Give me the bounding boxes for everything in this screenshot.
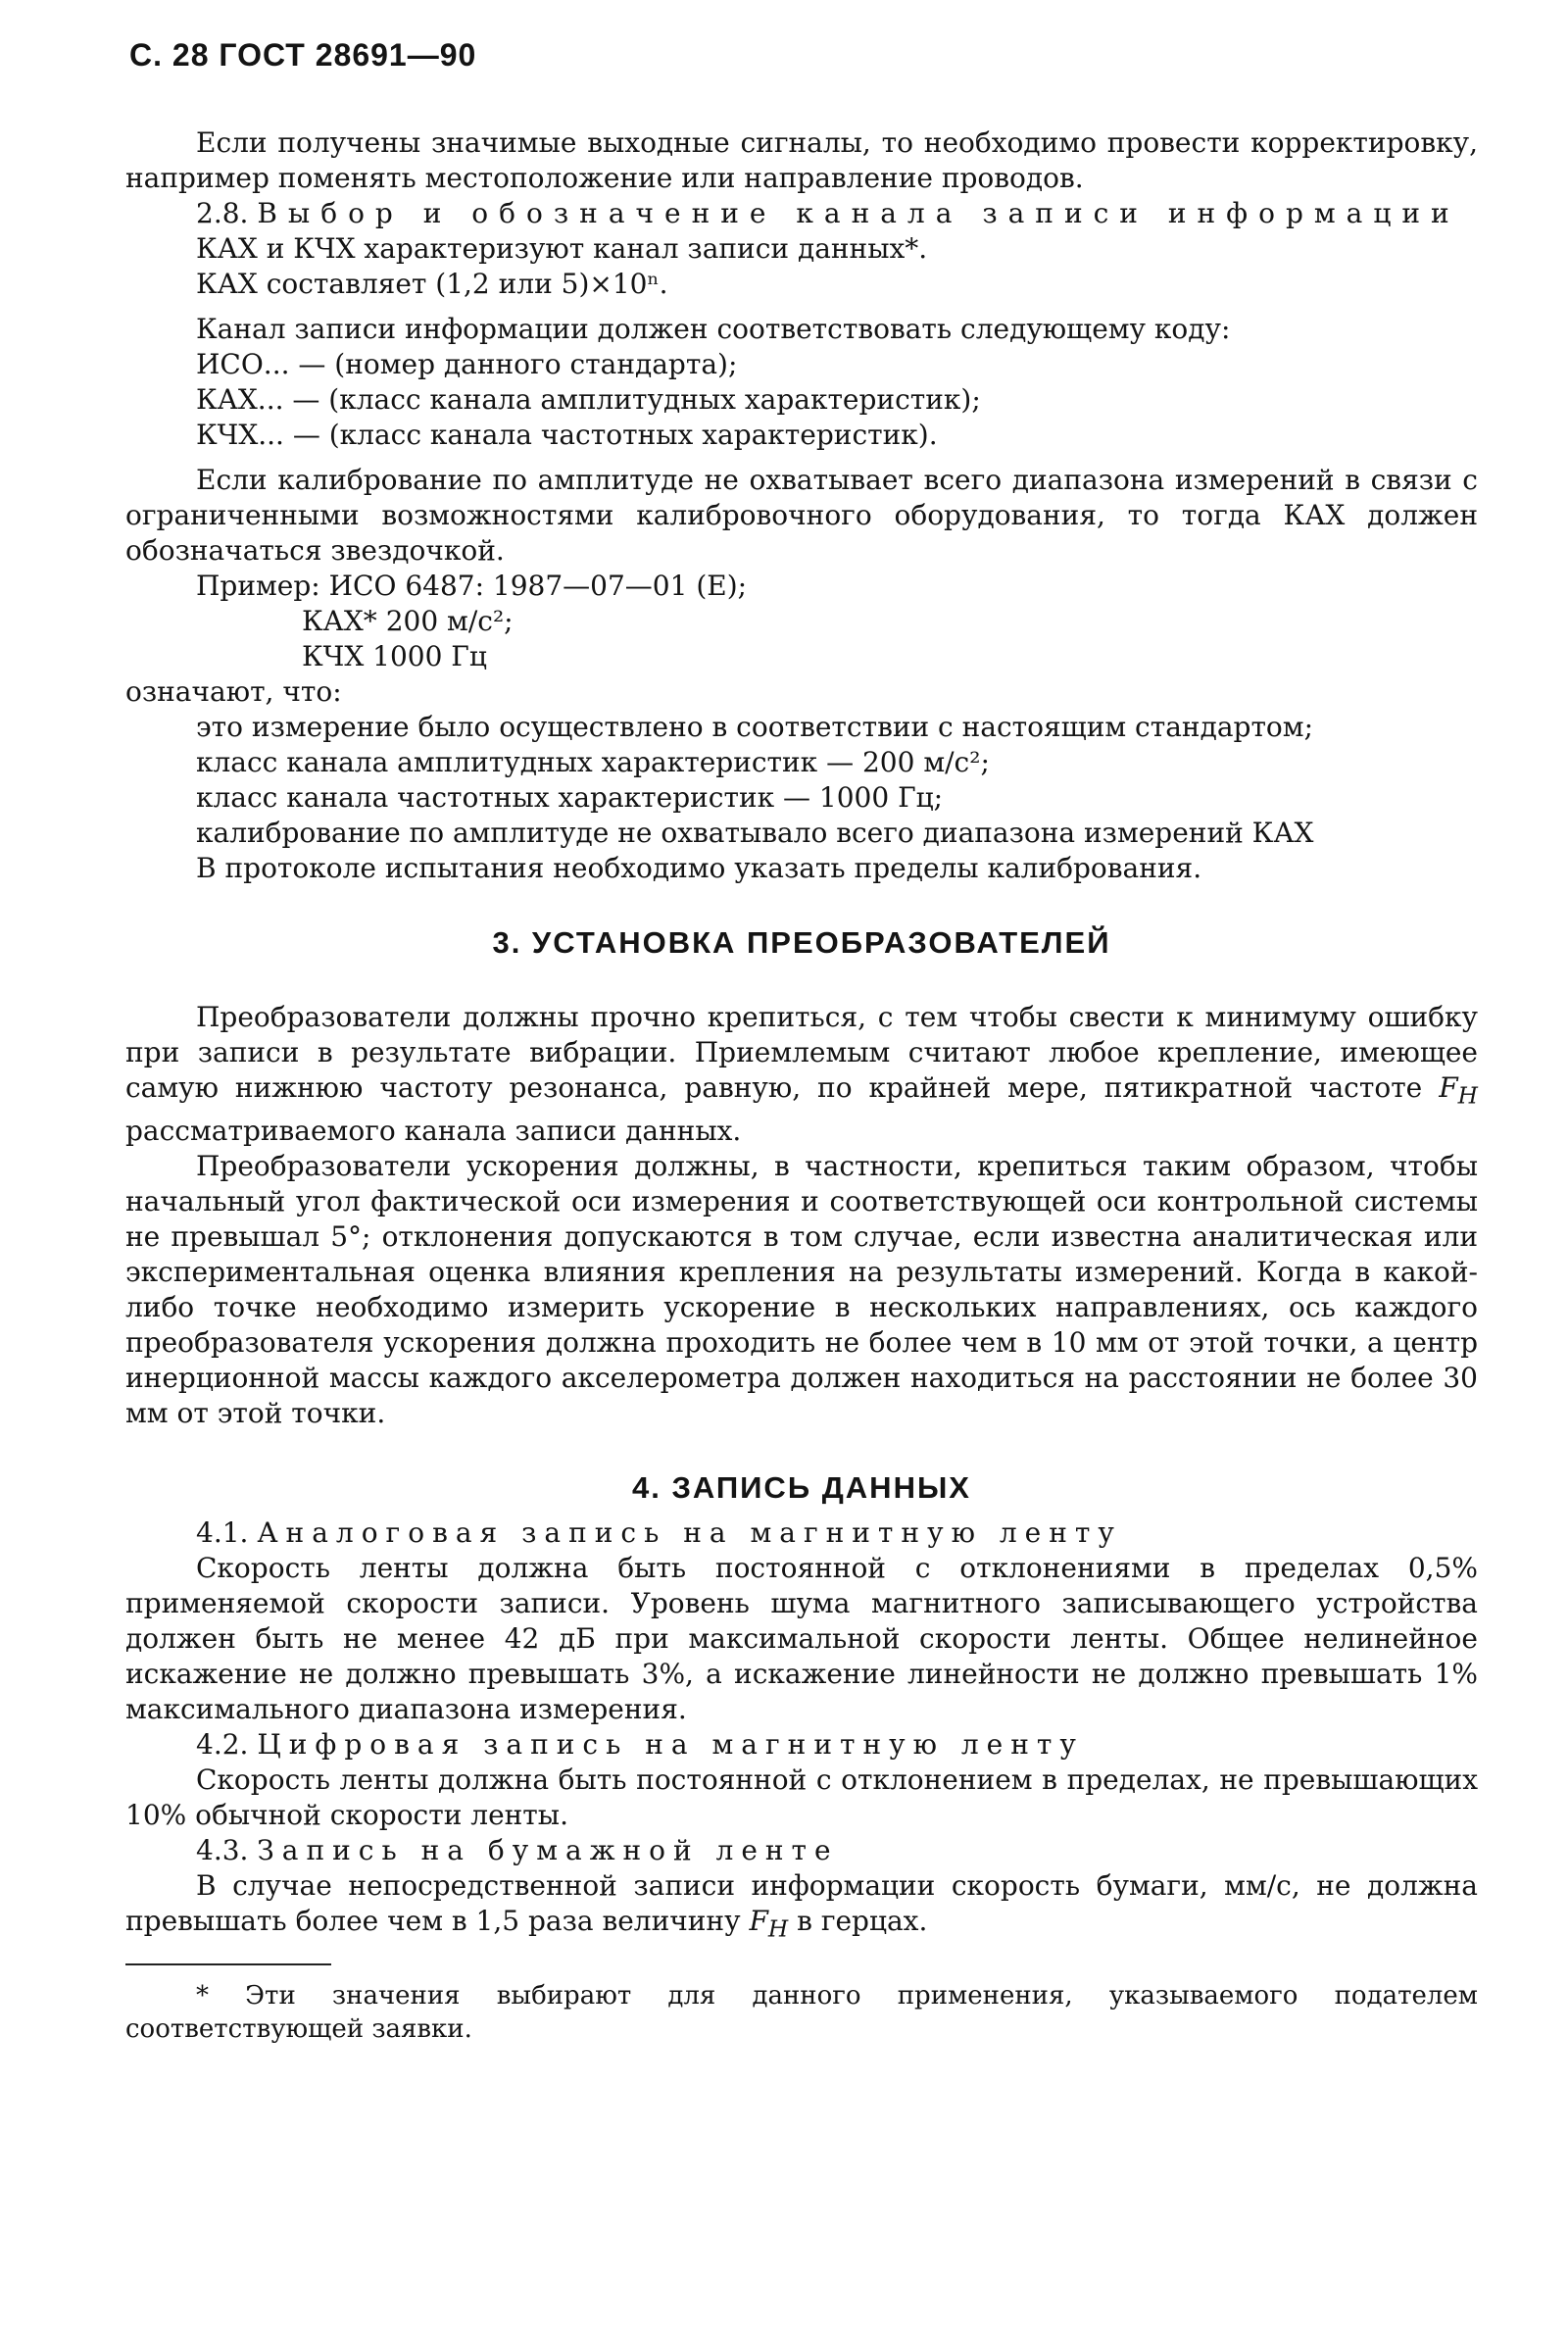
subsection-4-3-text: В случае непосредственной записи информации скорость бумаги, мм/с, не должна превышать более чем в 1,5 раза величину $F_H$ в герцах. (125, 1868, 1478, 1943)
example-value: КАХ* 200 м/с²; (302, 605, 514, 637)
page-header: С. 28 ГОСТ 28691—90 (129, 37, 477, 73)
subsection-4-3-title: Запись на бумажной ленте (257, 1833, 839, 1866)
subsection-4-2-text: Скорость ленты должна быть постоянной с отклонением в пределах, не превышающих 10% обычной скорости ленты. (125, 1763, 1478, 1831)
footnote: * Эти значения выбирают для данного применения, указываемого подателем соответствующей заявки. (125, 1981, 1478, 2045)
symbol-subscript: H (1457, 1081, 1478, 1110)
section-2-8-number: 2.8. (196, 197, 249, 229)
sec28-line: КАХ составляет (1,2 или 5)×10ⁿ. (196, 268, 668, 300)
subsection-4-2-title: Цифровая запись на магнитную ленту (257, 1727, 1084, 1761)
example-value: КЧХ 1000 Гц (302, 640, 487, 672)
means-item: это измерение было осуществлено в соответствии с настоящим стандартом; (196, 711, 1314, 743)
section-4-title: 4. ЗАПИСЬ ДАННЫХ (632, 1469, 971, 1505)
sec28-line: Канал записи информации должен соответствовать следующему коду: (196, 313, 1231, 345)
means-line: означают, что: (125, 675, 342, 708)
subsection-4-1-heading: 4.1. Аналоговая запись на магнитную ленту (196, 1515, 1122, 1549)
intro-paragraph: Если получены значимые выходные сигналы, то необходимо провести корректировку, например поменять местоположение или направление проводов. (125, 126, 1478, 194)
means-item: В протоколе испытания необходимо указать пределы калибрования. (196, 852, 1202, 884)
sec28-code-line: КЧХ... — (класс канала частотных характеристик). (196, 419, 938, 451)
means-item: класс канала амплитудных характеристик — 200 м/с²; (196, 746, 990, 778)
page-content (125, 125, 1478, 2046)
symbol-f: F (749, 1904, 768, 1937)
footnote-divider (125, 1963, 331, 1965)
section-2-8-title: Выбор и обозначение канала записи информации (257, 197, 1460, 229)
symbol-f: F (1439, 1071, 1458, 1104)
sec28-line: КАХ и КЧХ характеризуют канал записи данных*. (196, 232, 928, 265)
section-2-8-heading (125, 196, 1478, 231)
symbol-subscript: H (767, 1914, 789, 1943)
subsection-4-1-title: Аналоговая запись на магнитную ленту (257, 1515, 1122, 1549)
example-label: Пример: (196, 570, 320, 602)
means-item: калибрование по амплитуде не охватывало всего диапазона измерений КАХ (196, 817, 1314, 849)
section-3-title: 3. УСТАНОВКА ПРЕОБРАЗОВАТЕЛЕЙ (492, 925, 1111, 960)
subsection-4-1-text: Скорость ленты должна быть постоянной с отклонениями в пределах 0,5% применяемой скорости записи. Уровень шума магнитного записывающего устройства должен быть не менее 42 дБ при максимальной скорости ленты. Общее нелинейное искажение не должно превышать 3%, а искажение линейности не должно превышать 1% максимального диапазона измерения. (125, 1551, 1478, 1725)
example-value: ИСО 6487: 1987—07—01 (Е); (328, 570, 748, 602)
means-item: класс канала частотных характеристик — 1000 Гц; (196, 781, 944, 814)
section-3-paragraph-1: Преобразователи должны прочно крепиться, с тем чтобы свести к минимуму ошибку при записи в результате вибрации. Приемлемым считают любое крепление, имеющее самую нижнюю частоту резонанса, равную, по крайней мере, пятикратной частоте $F_H$ рассматриваемого канала записи данных. (125, 1001, 1478, 1147)
sec28-code-line: КАХ... — (класс канала амплитудных характеристик); (196, 383, 981, 416)
example-line (125, 569, 1478, 604)
section-3-paragraph-2: Преобразователи ускорения должны, в частности, крепиться таким образом, чтобы начальный угол фактической оси измерения и соответствующей оси контрольной системы не превышал 5°; отклонения допускаются в том случае, если известна аналитическая или экспериментальная оценка влияния крепления на результаты измерений. Когда в какой-либо точке необходимо измерить ускорение в нескольких направлениях, ось каждого преобразователя ускорения должна проходить не более чем в 10 мм от этой точки, а центр инерционной массы каждого акселерометра должен находиться на расстоянии не более 30 мм от этой точки. (125, 1149, 1478, 1429)
sec28-code-line: ИСО... — (номер данного стандарта); (196, 348, 738, 380)
subsection-4-2-heading: 4.2. Цифровая запись на магнитную ленту (196, 1727, 1084, 1761)
subsection-4-3-heading: 4.3. Запись на бумажной ленте (196, 1833, 839, 1866)
calibration-paragraph: Если калибрование по амплитуде не охватывает всего диапазона измерений в связи с ограниченными возможностями калибровочного оборудования, то тогда КАХ должен обозначаться звездочкой. (125, 464, 1478, 567)
